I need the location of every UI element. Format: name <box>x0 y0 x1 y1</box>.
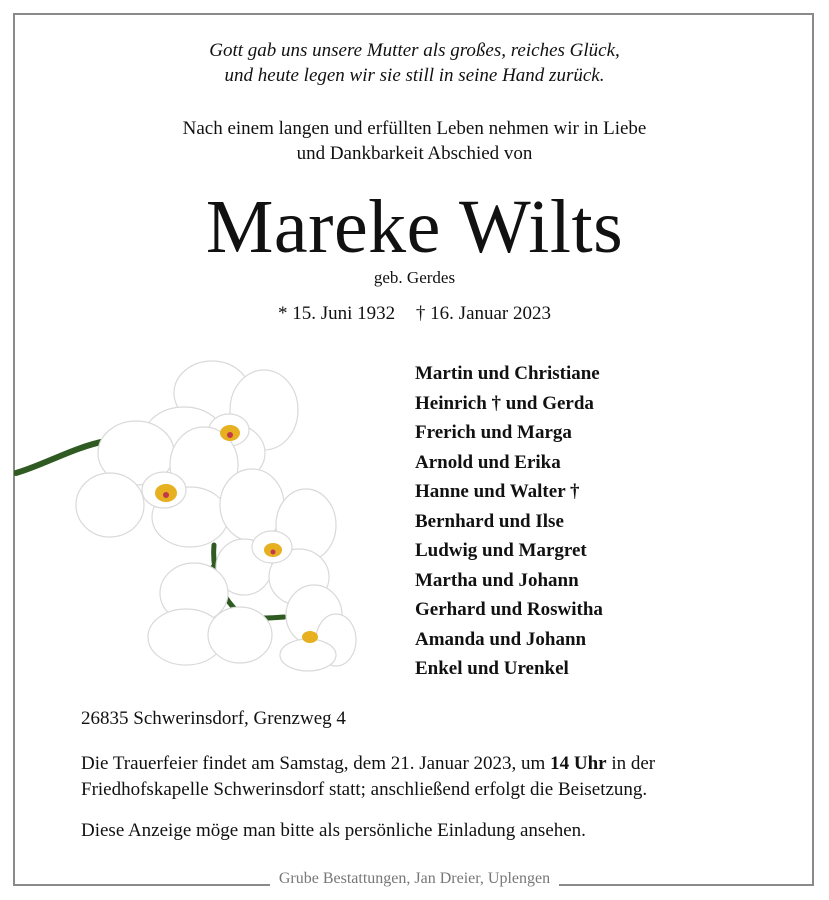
family-member: Frerich und Marga <box>415 422 572 443</box>
funeral-home-credit: Grube Bestattungen, Jan Dreier, Uplengen <box>270 870 559 887</box>
funeral-text-after: in der Friedhofskapelle Schwerinsdorf statt; anschließend erfolgt die Beisetzung. <box>81 753 656 800</box>
family-member: Martha und Johann <box>415 569 579 591</box>
family-address: 26835 Schwerinsdorf, Grenzweg 4 <box>81 708 346 729</box>
funeral-text-before: Die Trauerfeier findet am Samstag, dem 21. Januar 2023, um <box>81 753 546 774</box>
footer <box>0 870 829 888</box>
intro-line-1: Nach einem langen und erfüllten Leben nehmen wir in Liebe <box>182 118 647 139</box>
family-member: Gerhard und Roswitha <box>415 599 603 620</box>
family-member: Martin und Christiane <box>415 363 600 384</box>
motto-line-1: Gott gab uns unsere Mutter als großes, reiches Glück, <box>209 40 620 61</box>
maiden-name: geb. Gerdes <box>373 268 456 287</box>
funeral-info <box>81 751 761 803</box>
birth-date: * 15. Juni 1932 <box>277 303 396 324</box>
motto-line-2: und heute legen wir sie still in seine Hand zurück. <box>224 65 605 86</box>
life-dates <box>0 303 829 325</box>
family-member: Bernhard und Ilse <box>415 510 564 532</box>
intro-line-2: und Dankbarkeit Abschied von <box>296 143 533 164</box>
motto-verse <box>0 38 829 88</box>
family-member: Arnold und Erika <box>415 451 561 473</box>
family-list <box>415 359 603 684</box>
intro-text <box>0 116 829 166</box>
family-member: Amanda und Johann <box>415 628 587 650</box>
family-member: Heinrich † und Gerda <box>415 392 594 414</box>
deceased-name: Mareke Wilts <box>205 185 624 269</box>
family-member: Hanne und Walter † <box>415 481 580 502</box>
family-member: Enkel und Urenkel <box>415 658 569 679</box>
family-member: Ludwig und Margret <box>415 540 587 561</box>
funeral-time: 14 Uhr <box>550 753 607 774</box>
orchid-image <box>14 355 359 675</box>
invitation-note: Diese Anzeige möge man bitte als persönliche Einladung ansehen. <box>81 820 586 841</box>
death-date: † 16. Januar 2023 <box>415 303 552 324</box>
